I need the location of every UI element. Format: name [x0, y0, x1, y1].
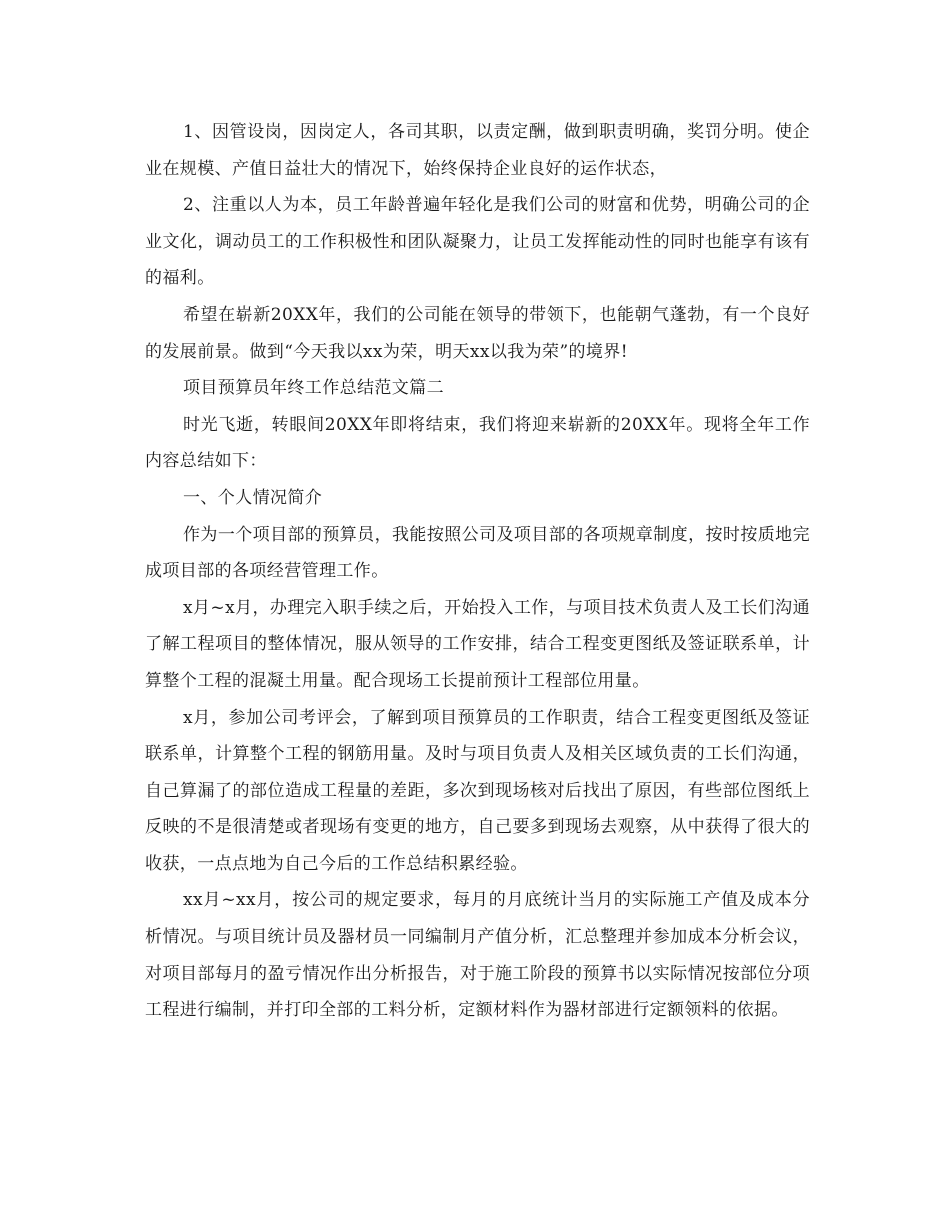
- paragraph-responsibility: 1、因管设岗，因岗定人，各司其职，以责定酬，做到职责明确，奖罚分明。使企业在规模、产值日益壮大的情况下，始终保持企业良好的运作状态，: [145, 122, 810, 179]
- section-heading-personal: 一、个人情况简介: [183, 487, 323, 508]
- paragraph-monthly-analysis: xx月~xx月，按公司的规定要求，每月的月底统计当月的实际施工产值及成本分析情况。与项目统计员及器材员一同编制月产值分析，汇总整理并参加成本分析会议，对项目部每月的盈亏情况作出分析报告，对于施工阶段的预算书以实际情况按部位分项工程进行编制，并打印全部的工料分析，定额材料作为器材部进行定额领料的依据。: [145, 890, 810, 1021]
- paragraph-people-oriented: 2、注重以人为本，员工年龄普遍年轻化是我们公司的财富和优势，明确公司的企业文化，调动员工的工作积极性和团队凝聚力，让员工发挥能动性的同时也能享有该有的福利。: [145, 195, 810, 289]
- paragraph-onboarding: x月~x月，办理完入职手续之后，开始投入工作，与项目技术负责人及工长们沟通了解工程项目的整体情况，服从领导的工作安排，结合工程变更图纸及签证联系单，计算整个工程的混凝土用量。配合现场工长提前预计工程部位用量。: [145, 597, 810, 691]
- paragraph-intro: 时光飞逝，转眼间20XX年即将结束，我们将迎来崭新的20XX年。现将全年工作内容总结如下：: [145, 414, 810, 472]
- section-title-part-two: 项目预算员年终工作总结范文篇二: [183, 378, 444, 399]
- paragraph-new-year-hope: 希望在崭新20XX年，我们的公司能在领导的带领下，也能朝气蓬勃，有一个良好的发展前景。做到“今天我以xx为荣，明天xx以我为荣”的境界!: [145, 304, 810, 362]
- paragraph-role: 作为一个项目部的预算员，我能按照公司及项目部的各项规章制度，按时按质地完成项目部的各项经营管理工作。: [145, 524, 810, 582]
- paragraph-evaluation: x月，参加公司考评会，了解到项目预算员的工作职责，结合工程变更图纸及签证联系单，计算整个工程的钢筋用量。及时与项目负责人及相关区域负责的工长们沟通，自己算漏了的部位造成工程量的差距，多次到现场核对后找出了原因，有些部位图纸上反映的不是很清楚或者现场有变更的地方，自己要多到现场去观察，从中获得了很大的收获，一点点地为自己今后的工作总结积累经验。: [145, 707, 810, 874]
- document-body: [145, 114, 810, 1029]
